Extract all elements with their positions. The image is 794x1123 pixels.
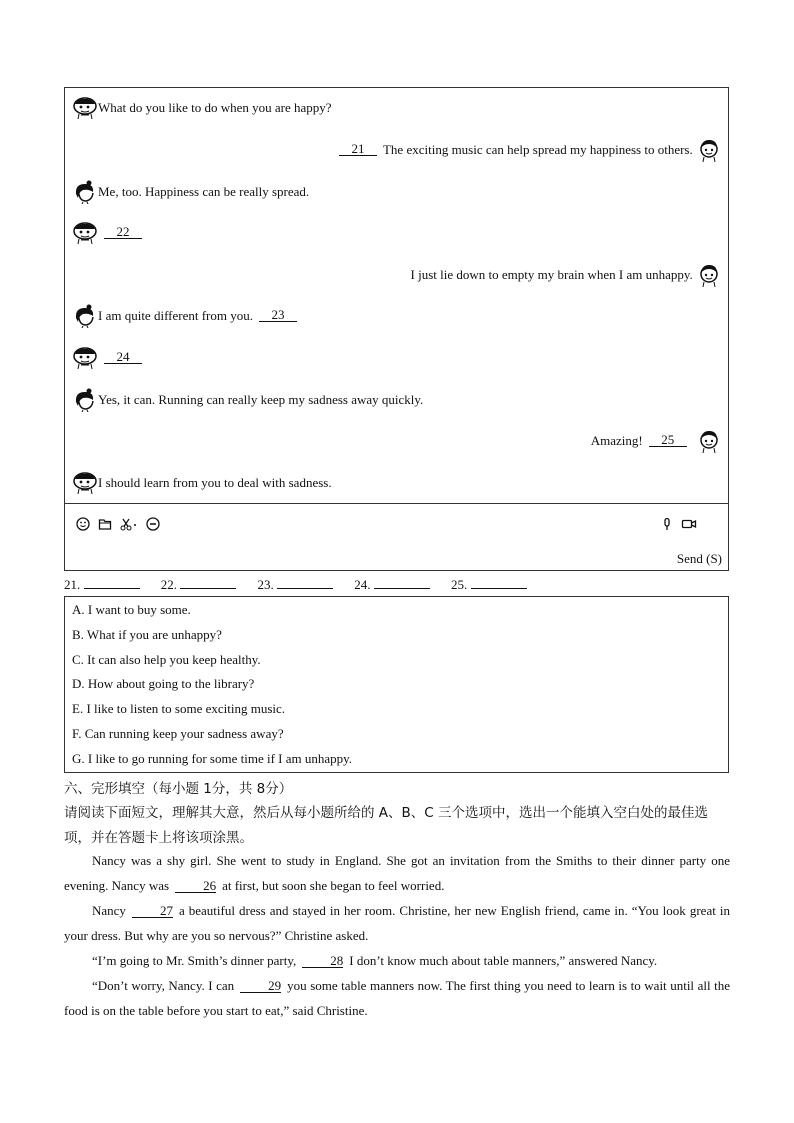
answer-blank: 25 [649, 433, 687, 447]
answer-slot[interactable]: 21. [64, 577, 140, 593]
chat-message-7 [72, 346, 148, 370]
girl-bun-icon [72, 388, 98, 412]
section-title: 六、完形填空（每小题 1分，共 8分） [64, 781, 293, 797]
message-text: Me, too. Happiness can be really spread. [98, 184, 310, 199]
boy-icon [72, 471, 98, 495]
answer-blank: 26 [175, 879, 216, 893]
answer-blank: 21 [339, 142, 377, 156]
chat-message-5 [411, 263, 722, 287]
answer-slots [64, 577, 545, 593]
section-instructions: 请阅读下面短文，理解其大意，然后从每小题所给的 A、B、C 三个选项中，选出一个能填入空白处的最佳选项，并在答题卡上将该项涂黑。 [64, 805, 709, 846]
passage-paragraph-4: “Don’t worry, Nancy. I can 29 you some table manners now. The first thing you need to learn is to wait until all the food is on the table before you start to eat,” said Christine. [64, 978, 730, 1018]
answer-blank: 23 [259, 308, 297, 322]
answer-slot[interactable]: 25. [451, 577, 527, 593]
message-text: What do you like to do when you are happy? [98, 100, 332, 115]
answer-blank: 24 [104, 350, 142, 364]
girl-short-hair-icon [696, 429, 722, 453]
answer-slot[interactable]: 23. [258, 577, 334, 593]
message-text: I am quite different from you. [98, 308, 253, 323]
answer-slot[interactable]: 24. [354, 577, 430, 593]
boy-icon [72, 221, 98, 245]
microphone-icon[interactable] [660, 517, 674, 531]
girl-bun-icon [72, 304, 98, 328]
passage-paragraph-2: Nancy 27 a beautiful dress and stayed in her room. Christine, her new English friend, came in. “You look great in your dress. But why are you so nervous?” Christine asked. [64, 903, 730, 943]
option-g: G. I like to go running for some time if I am unhappy. [72, 751, 353, 766]
emoji-icon[interactable] [76, 517, 90, 531]
video-icon[interactable] [681, 517, 697, 531]
chat-message-1 [72, 96, 332, 120]
answer-blank: 28 [302, 954, 343, 968]
answer-blank: 27 [132, 904, 173, 918]
option-e: E. I like to listen to some exciting music. [72, 701, 286, 716]
option-b: B. What if you are unhappy? [72, 627, 222, 642]
answer-slot[interactable]: 22. [161, 577, 237, 593]
option-a: A. I want to buy some. [72, 602, 191, 617]
girl-bun-icon [72, 180, 98, 204]
message-text: The exciting music can help spread my happiness to others. [382, 142, 693, 157]
minus-circle-icon[interactable] [146, 517, 160, 531]
chat-message-4 [72, 221, 148, 245]
passage-paragraph-3: “I’m going to Mr. Smith’s dinner party, 28 I don’t know much about table manners,” answered Nancy. [92, 953, 658, 968]
chat-message-3 [72, 180, 309, 204]
scissors-icon[interactable] [120, 517, 138, 531]
chat-message-9 [591, 429, 722, 453]
girl-short-hair-icon [696, 263, 722, 287]
message-text: Yes, it can. Running can really keep my sadness away quickly. [98, 392, 424, 407]
chat-message-2 [333, 138, 722, 162]
answer-blank: 22 [104, 225, 142, 239]
boy-icon [72, 346, 98, 370]
chat-message-10 [72, 471, 332, 495]
boy-icon [72, 96, 98, 120]
message-text: Amazing! [590, 433, 643, 448]
option-f: F. Can running keep your sadness away? [72, 726, 284, 741]
passage-paragraph-1: Nancy was a shy girl. She went to study in England. She got an invitation from the Smiths to their dinner party one evening. Nancy was 26 at first, but soon she began to feel worried. [64, 853, 730, 893]
message-text: I just lie down to empty my brain when I am unhappy. [410, 267, 693, 282]
option-d: D. How about going to the library? [72, 676, 255, 691]
message-text: I should learn from you to deal with sadness. [98, 475, 332, 490]
send-button[interactable]: Send (S) [676, 551, 722, 566]
option-c: C. It can also help you keep healthy. [72, 652, 261, 667]
chat-message-8 [72, 388, 423, 412]
girl-short-hair-icon [696, 138, 722, 162]
folder-icon[interactable] [98, 517, 112, 531]
chat-toolbar-divider [64, 503, 729, 504]
chat-message-6 [72, 304, 303, 328]
answer-blank: 29 [240, 979, 281, 993]
